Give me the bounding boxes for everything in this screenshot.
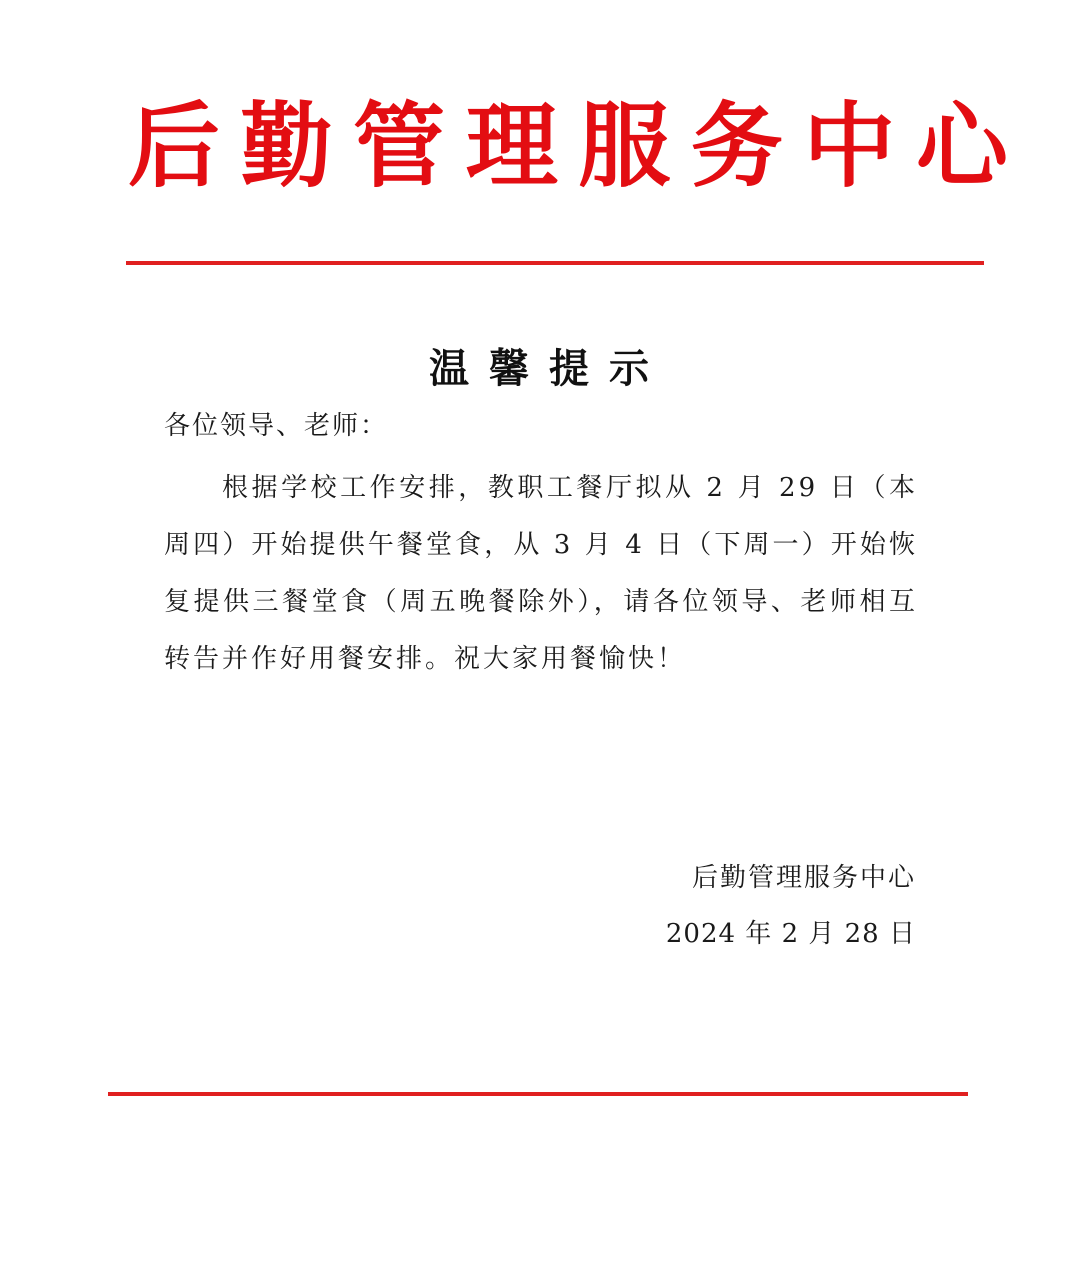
header-divider bbox=[126, 261, 984, 265]
letterhead-char: 勤 bbox=[240, 93, 333, 200]
signature: 后勤管理服务中心 bbox=[691, 863, 916, 893]
letterhead-char: 服 bbox=[578, 93, 671, 200]
letterhead-char: 务 bbox=[690, 93, 783, 200]
letterhead-char: 管 bbox=[353, 93, 446, 200]
letterhead-title bbox=[128, 92, 1008, 202]
letterhead-char: 理 bbox=[465, 93, 558, 200]
notice-body: 根据学校工作安排，教职工餐厅拟从 2 月 29 日（本周四）开始提供午餐堂食，从 3 月 4 日（下周一）开始恢复提供三餐堂食（周五晚餐除外），请各位领导、老师相互转告并作好用餐安排。祝大家用餐愉快！ bbox=[164, 473, 918, 674]
letterhead-char: 后 bbox=[128, 93, 221, 200]
salutation: 各位领导、老师： bbox=[164, 411, 389, 441]
issue-date: 2024 年 2 月 28 日 bbox=[665, 919, 916, 949]
notice-title: 温馨提示 bbox=[429, 346, 669, 392]
footer-divider bbox=[108, 1092, 968, 1096]
letterhead-char: 中 bbox=[803, 93, 896, 200]
letterhead-char: 心 bbox=[915, 93, 1008, 200]
